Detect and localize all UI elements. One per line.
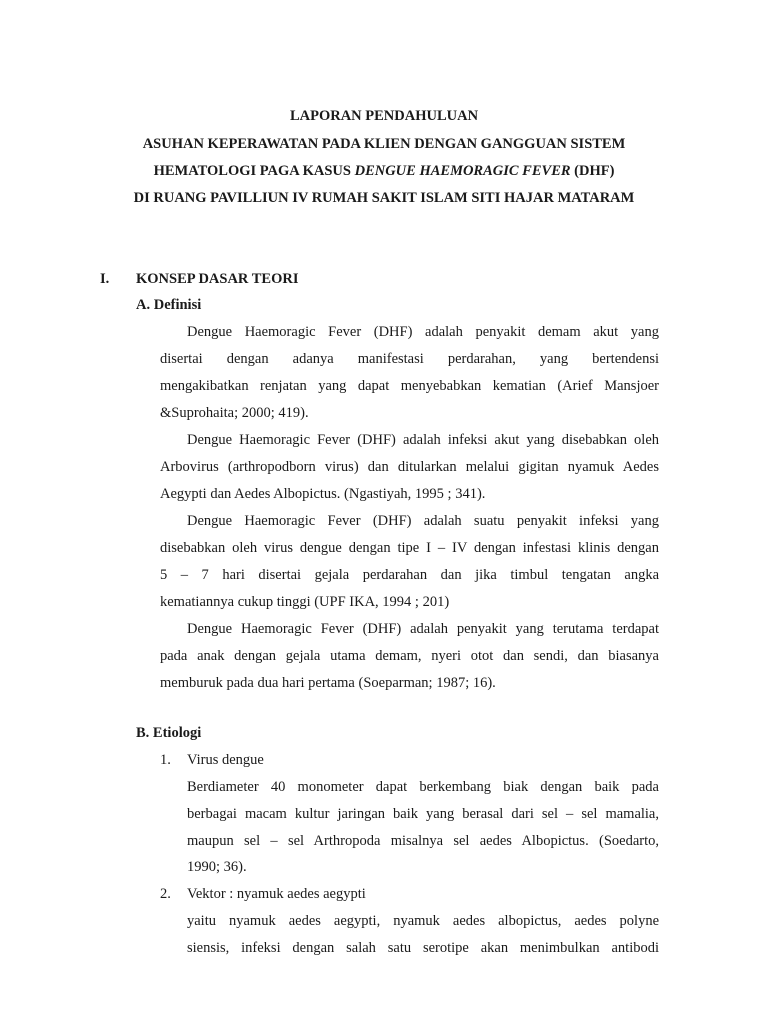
definisi-p2-line: Arbovirus (arthropodborn virus) dan ditularkan melalui gigitan nyamuk Aedes bbox=[160, 459, 659, 475]
definisi-p3-line: 5 – 7 hari disertai gejala perdarahan dan jika timbul tengatan angka bbox=[160, 567, 659, 583]
doc-title-line-4: DI RUANG PAVILLIUN IV RUMAH SAKIT ISLAM SITI HAJAR MATARAM bbox=[133, 190, 635, 206]
section-title: KONSEP DASAR TEORI bbox=[136, 271, 299, 287]
etiologi-heading: B. Etiologi bbox=[136, 725, 202, 741]
etiologi-item-2-number: 2. bbox=[160, 886, 171, 902]
doc-title-line-1: LAPORAN PENDAHULUAN bbox=[289, 108, 479, 124]
doc-title-line-3-italic: DENGUE HAEMORAGIC FEVER bbox=[354, 163, 571, 179]
etiologi-item-2-title: Vektor : nyamuk aedes aegypti bbox=[187, 886, 366, 902]
doc-title-line-3-post: (DHF) bbox=[570, 163, 615, 179]
etiologi-item-1-line: berbagai macam kultur jaringan baik yang berasal dari sel – sel mamalia, bbox=[187, 806, 659, 822]
etiologi-item-1-title: Virus dengue bbox=[187, 752, 264, 768]
etiologi-item-1-number: 1. bbox=[160, 752, 171, 768]
definisi-p1-line: mengakibatkan renjatan yang dapat menyebabkan kematian (Arief Mansjoer bbox=[160, 378, 659, 394]
definisi-p2-line: Aegypti dan Aedes Albopictus. (Ngastiyah, 1995 ; 341). bbox=[160, 486, 486, 502]
definisi-p1-line: &Suprohaita; 2000; 419). bbox=[160, 405, 309, 421]
etiologi-item-1-line: 1990; 36). bbox=[187, 859, 247, 875]
definisi-p4-line: Dengue Haemoragic Fever (DHF) adalah penyakit yang terutama terdapat bbox=[187, 621, 659, 637]
definisi-p3-line: kematiannya cukup tinggi (UPF IKA, 1994 ; 201) bbox=[160, 594, 450, 610]
doc-title-line-3-pre: HEMATOLOGI PAGA KASUS bbox=[153, 163, 355, 179]
definisi-p3-line: Dengue Haemoragic Fever (DHF) adalah suatu penyakit infeksi yang bbox=[187, 513, 659, 529]
definisi-p4-line: memburuk pada dua hari pertama (Soeparman; 1987; 16). bbox=[160, 675, 496, 691]
definisi-p1-line: Dengue Haemoragic Fever (DHF) adalah penyakit demam akut yang bbox=[187, 324, 659, 340]
etiologi-item-2-line: siensis, infeksi dengan salah satu serotipe akan menimbulkan antibodi bbox=[187, 940, 659, 956]
section-number: I. bbox=[100, 271, 110, 287]
etiologi-item-1-line: maupun sel – sel Arthropoda misalnya sel aedes Albopictus. (Soedarto, bbox=[187, 833, 659, 849]
etiologi-item-2-line: yaitu nyamuk aedes aegypti, nyamuk aedes albopictus, aedes polyne bbox=[187, 913, 659, 929]
definisi-heading: A. Definisi bbox=[136, 297, 202, 313]
etiologi-item-1-line: Berdiameter 40 monometer dapat berkembang biak dengan baik pada bbox=[187, 779, 659, 795]
doc-title-line-2: ASUHAN KEPERAWATAN PADA KLIEN DENGAN GANGGUAN SISTEM bbox=[142, 136, 626, 152]
doc-title-line-3 bbox=[0, 162, 768, 180]
definisi-p3-line: disebabkan oleh virus dengue dengan tipe I – IV dengan infestasi klinis dengan bbox=[160, 540, 659, 556]
definisi-p1-line: disertai dengan adanya manifestasi perdarahan, yang bertendensi bbox=[160, 351, 659, 367]
definisi-p2-line: Dengue Haemoragic Fever (DHF) adalah infeksi akut yang disebabkan oleh bbox=[187, 432, 659, 448]
definisi-p4-line: pada anak dengan gejala utama demam, nyeri otot dan sendi, dan biasanya bbox=[160, 648, 659, 664]
